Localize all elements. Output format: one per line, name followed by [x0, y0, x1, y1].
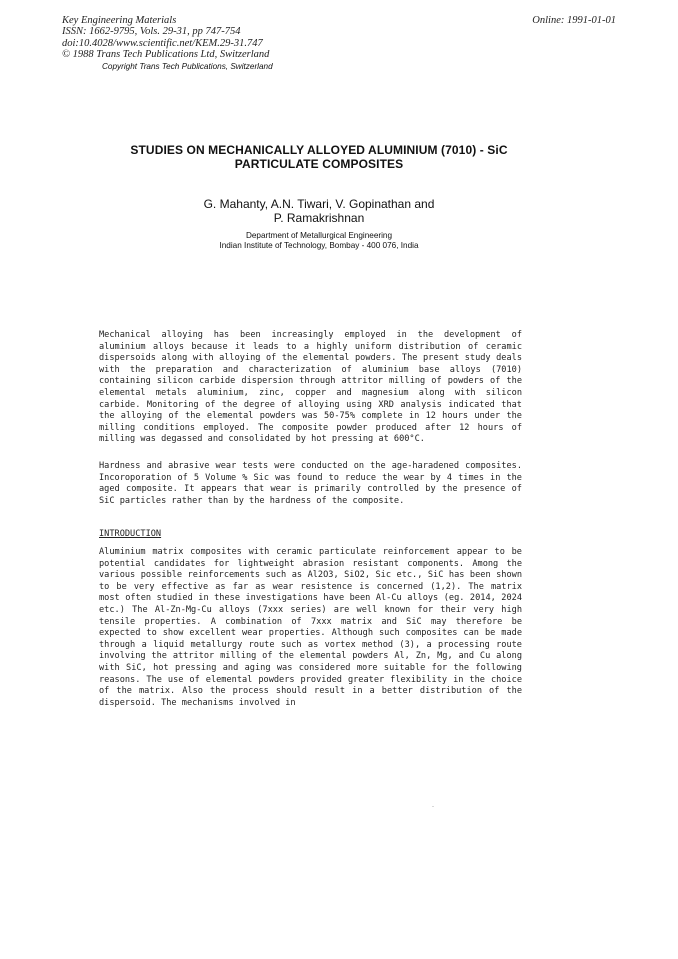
abstract-paragraph-1: Mechanical alloying has been increasingly employed in the development of aluminium alloys because it leads to a highly uniform distribution of ceramic dispersoids along with alloying of the elemental powders. The present study deals with the preparation and characterization of aluminium base alloys (7010) containing silicon carbide dispersion through attritor milling of powders of the elemental metals aluminium, zinc, copper and magnesium along with silicon carbide. Monitoring of the degree of alloying using XRD analysis indicated that the alloying of the elemental powders was 50-75% complete in 12 hours under the milling conditions employed. The composite powder produced after 12 hours of milling was degassed and consolidated by hot pressing at 600°C.	[99, 330, 522, 445]
author-list	[60, 198, 578, 225]
copyright-note: Copyright Trans Tech Publications, Switzerland	[102, 62, 273, 72]
introduction-paragraph-1: Aluminium matrix composites with ceramic particulate reinforcement appear to be potential candidates for lightweight abrasion resistant components. Among the various possible reinforcements such as Al2O3, SiO2, Sic etc., SiC has been shown to be very effective as far as wear resistence is concerned (1,2). The matrix most often studied in these investigations have been Al-Cu alloys (eg. 2014, 2024 etc.) The Al-Zn-Mg-Cu alloys (7xxx series) are well known for their very high tensile properties. A combination of 7xxx matrix and SiC may therefore be expected to show excellent wear properties. Although such composites can be made through a liquid metallurgy route such as vortex method (3), a processing route involving the attritor milling of the elemental powders Al, Zn, Mg, and Cu along with SiC, hot pressing and aging was considered more suitable for the following reasons. The use of elemental powders provided greater flexibility in the choice of the matrix. Also the process should result in a better distribution of the dispersoid. The mechanisms involved in	[99, 547, 522, 708]
affiliation	[60, 231, 578, 251]
publication-header	[62, 15, 273, 72]
abstract-paragraph-2: Hardness and abrasive wear tests were conducted on the age-haradened composites. Incoroporation of 5 Volume % Sic was found to reduce the wear by 4 times in the aged composite. It appears that wear is primarily controlled by the presence of SiC particles rather than by the hardness of the composite.	[99, 461, 522, 506]
page-speck	[432, 806, 434, 807]
doi-line: doi:10.4028/www.scientific.net/KEM.29-31.747	[62, 37, 263, 49]
issn-line: ISSN: 1662-9795, Vols. 29-31, pp 747-754	[62, 26, 241, 38]
copyright-line: © 1988 Trans Tech Publications Ltd, Switzerland	[62, 48, 270, 60]
section-heading-introduction: INTRODUCTION	[99, 529, 162, 539]
department-name: Department of Metallurgical Engineering	[245, 231, 393, 240]
authors-line-2: P. Ramakrishnan	[273, 210, 365, 225]
authors-line-1: G. Mahanty, A.N. Tiwari, V. Gopinathan and	[203, 197, 435, 211]
title-line-2: PARTICULATE COMPOSITES	[234, 157, 404, 171]
title-line-1: STUDIES ON MECHANICALLY ALLOYED ALUMINIUM (7010) - SiC	[130, 143, 508, 157]
online-date: Online: 1991-01-01	[532, 15, 616, 26]
journal-name: Key Engineering Materials	[62, 15, 177, 26]
title-block	[60, 143, 578, 251]
paper-title	[60, 143, 578, 171]
institute-name: Indian Institute of Technology, Bombay - 400 076, India	[219, 241, 419, 250]
